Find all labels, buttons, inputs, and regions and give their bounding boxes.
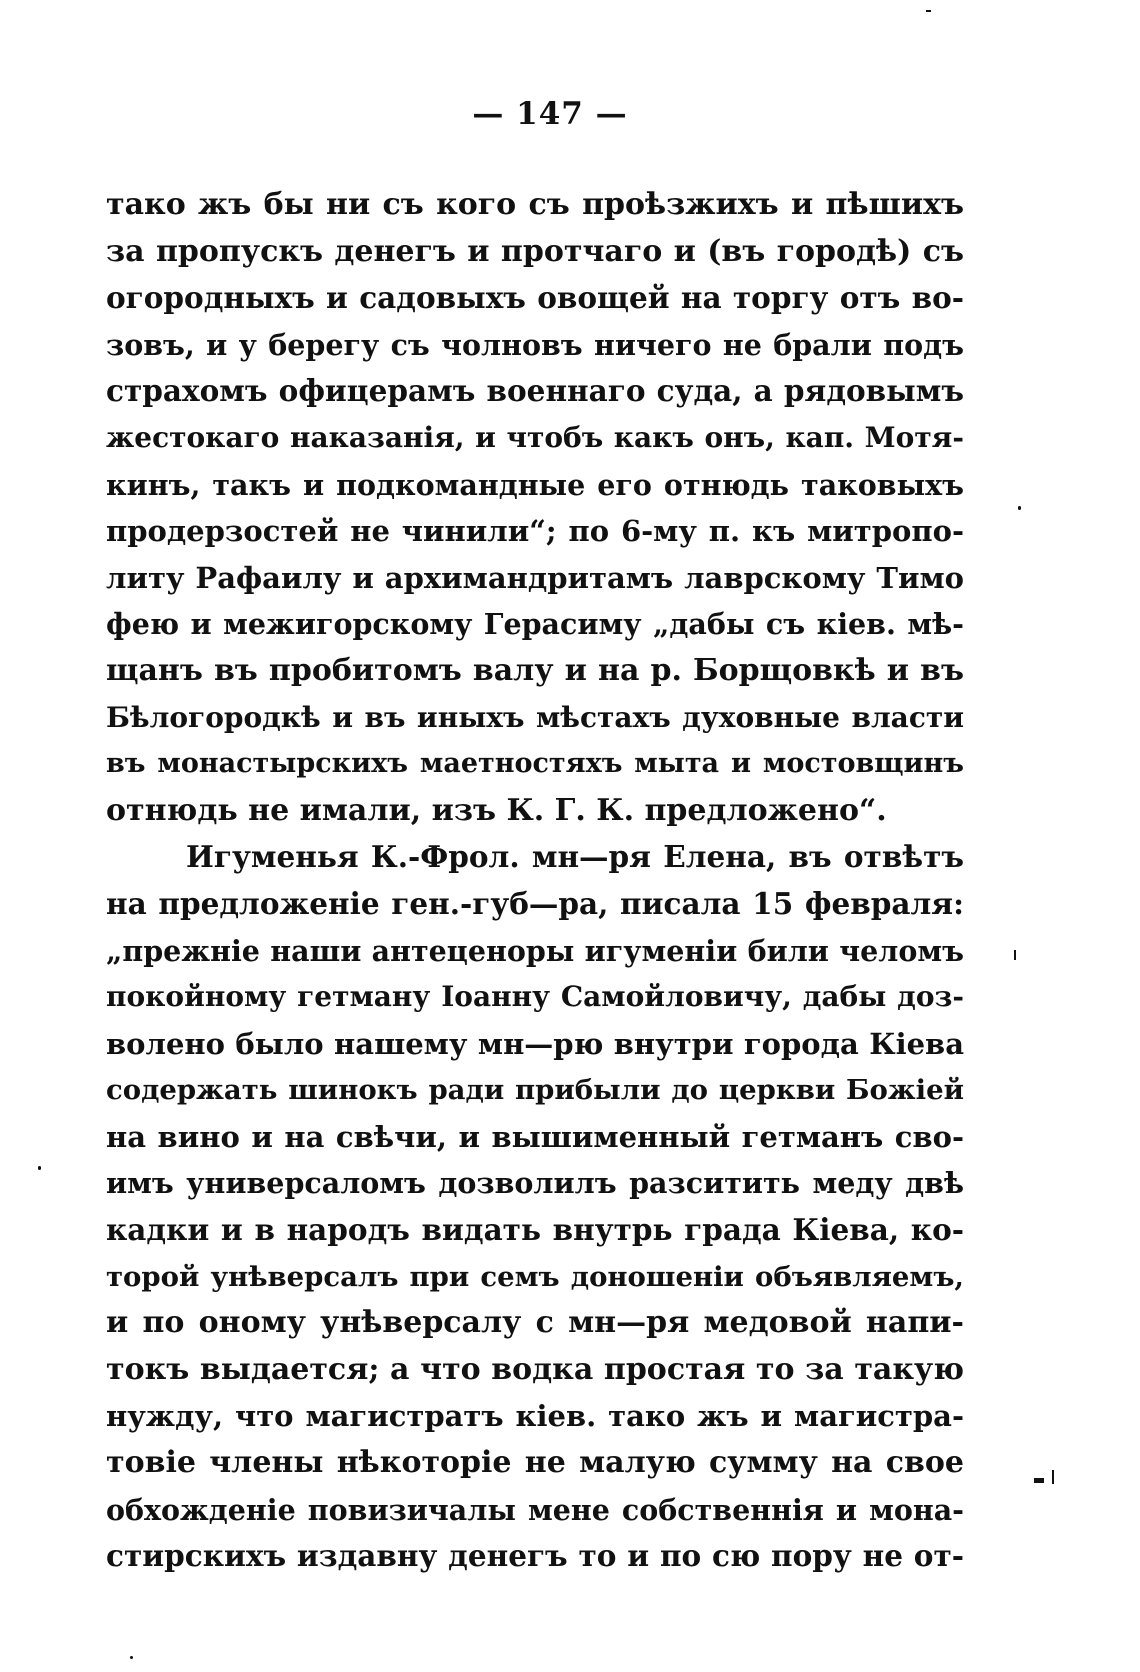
text-line: „прежніе наши антеценоры игуменіи били челомъ — [106, 933, 964, 968]
text-line: Бѣлогородкѣ и въ иныхъ мѣстахъ духовные власти — [106, 700, 964, 734]
text-line: торой унѣверсалъ при семъ доношеніи объявляемъ, — [106, 1260, 964, 1293]
text-line: токъ выдается; а что водка простая то за такую — [106, 1351, 964, 1387]
text-line: тако жъ бы ни съ кого съ проѣзжихъ и пѣшихъ — [106, 187, 964, 222]
text-line: волено было нашему мн—рю внутри города Кіева — [106, 1026, 964, 1061]
text-line: Игуменья К.-Фрол. мн—ря Елена, въ отвѣтъ — [186, 839, 964, 875]
text-line: литу Рафаилу и архимандритамъ лаврскому Тимо — [106, 560, 964, 595]
scan-speck — [926, 10, 931, 12]
scan-speck — [130, 1656, 133, 1659]
paragraph-2 — [106, 834, 964, 1580]
scan-speck — [1014, 950, 1016, 960]
scan-speck — [38, 1166, 41, 1170]
text-line: страхомъ офицерамъ военнаго суда, а рядовымъ — [106, 373, 964, 409]
text-line: на вино и на свѣчи, и вышименный гетманъ сво- — [106, 1119, 964, 1154]
scan-speck — [1052, 1470, 1054, 1484]
text-line: имъ универсаломъ дозволилъ разситить меду двѣ — [106, 1166, 964, 1201]
text-line: за пропускъ денегъ и протчаго и (въ городѣ) съ — [106, 233, 964, 269]
page-number: — 147 — — [472, 96, 628, 132]
text-line: стирскихъ издавну денегъ то и по сю пору не от- — [106, 1538, 964, 1574]
text-line: продерзостей не чинили“; по 6-му п. къ митропо- — [106, 514, 964, 549]
text-line: нужду, что магистратъ кіев. тако жъ и магистра- — [106, 1399, 964, 1434]
text-line: товіе члены нѣкоторіе не малую сумму на свое — [106, 1445, 964, 1481]
text-line: на предложеніе ген.-губ—ра, писала 15 февраля: — [106, 885, 964, 921]
body-text — [106, 182, 964, 1580]
text-line: щанъ въ пробитомъ валу и на р. Борщовкѣ и въ — [106, 652, 964, 688]
text-line: обхожденіе повизичалы мене собственнія и мона- — [106, 1492, 964, 1527]
scan-speck — [1018, 506, 1021, 510]
text-line: фею и межигорскому Герасиму „дабы съ кіев. мѣ- — [106, 607, 964, 642]
text-line: покойному гетману Іоанну Самойловичу, дабы доз- — [106, 980, 964, 1014]
text-line: жестокаго наказанія, и чтобъ какъ онъ, кап. Мотя- — [106, 420, 964, 454]
scan-speck — [1034, 1478, 1044, 1483]
paragraph-1 — [106, 182, 964, 834]
text-line: и по оному унѣверсалу с мн—ря медовой напи- — [106, 1305, 964, 1341]
text-line: отнюдь не имали, изъ К. Г. К. предложено“. — [106, 792, 887, 828]
text-line: кадки и в народъ видать внутрь града Кіева, ко- — [106, 1212, 964, 1248]
text-line: зовъ, и у берегу съ чолновъ ничего не брали подъ — [106, 327, 964, 362]
text-line: огородныхъ и садовыхъ овощей на торгу отъ во- — [106, 280, 964, 316]
text-line: кинъ, такъ и подкомандные его отнюдь таковыхъ — [106, 467, 964, 502]
text-line: содержать шинокъ ради прибыли до церкви Божіей — [106, 1074, 964, 1107]
text-line: въ монастырскихъ маетностяхъ мыта и мостовщинъ — [106, 748, 964, 780]
